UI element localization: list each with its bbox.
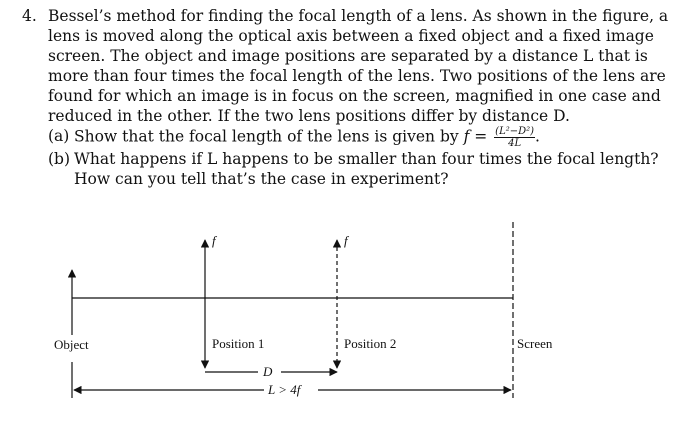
problem-number: 4. [22, 7, 37, 25]
part-a-text: Show that the focal length of the lens is given by [74, 127, 459, 146]
fraction-denominator: 4L [508, 138, 522, 149]
l-label: L > 4f [268, 382, 301, 397]
position-1-label: Position 1 [212, 336, 265, 351]
d-label: D [263, 364, 273, 379]
equation-lhs: f = [463, 127, 488, 146]
part-b-label: (b) [48, 150, 71, 168]
problem-statement: Bessel’s method for finding the focal length of a lens. As shown in the figure, a lens is moved along the optical axis between a fixed object and a fixed image screen. The object and image positions are separated by a distance L that is more than four times the focal length of the lens. Two positions of the lens are found for which an image is in focus on the screen, magnified in one case and reduced in the other. If the two lens positions differ by distance D. [48, 7, 669, 125]
part-b-text: What happens if L happens to be smaller than four times the focal length? How can you tell that’s the case in experiment? [74, 150, 659, 188]
object-label: Object [54, 337, 89, 352]
part-a-end: . [535, 127, 540, 146]
focal-label-2: f [344, 233, 348, 248]
part-a-label: (a) [48, 127, 70, 145]
position-2-label: Position 2 [344, 336, 397, 351]
screen-label: Screen [517, 336, 553, 351]
fraction-numerator: (L²−D²) [495, 126, 535, 137]
focal-label-1: f [212, 233, 216, 248]
